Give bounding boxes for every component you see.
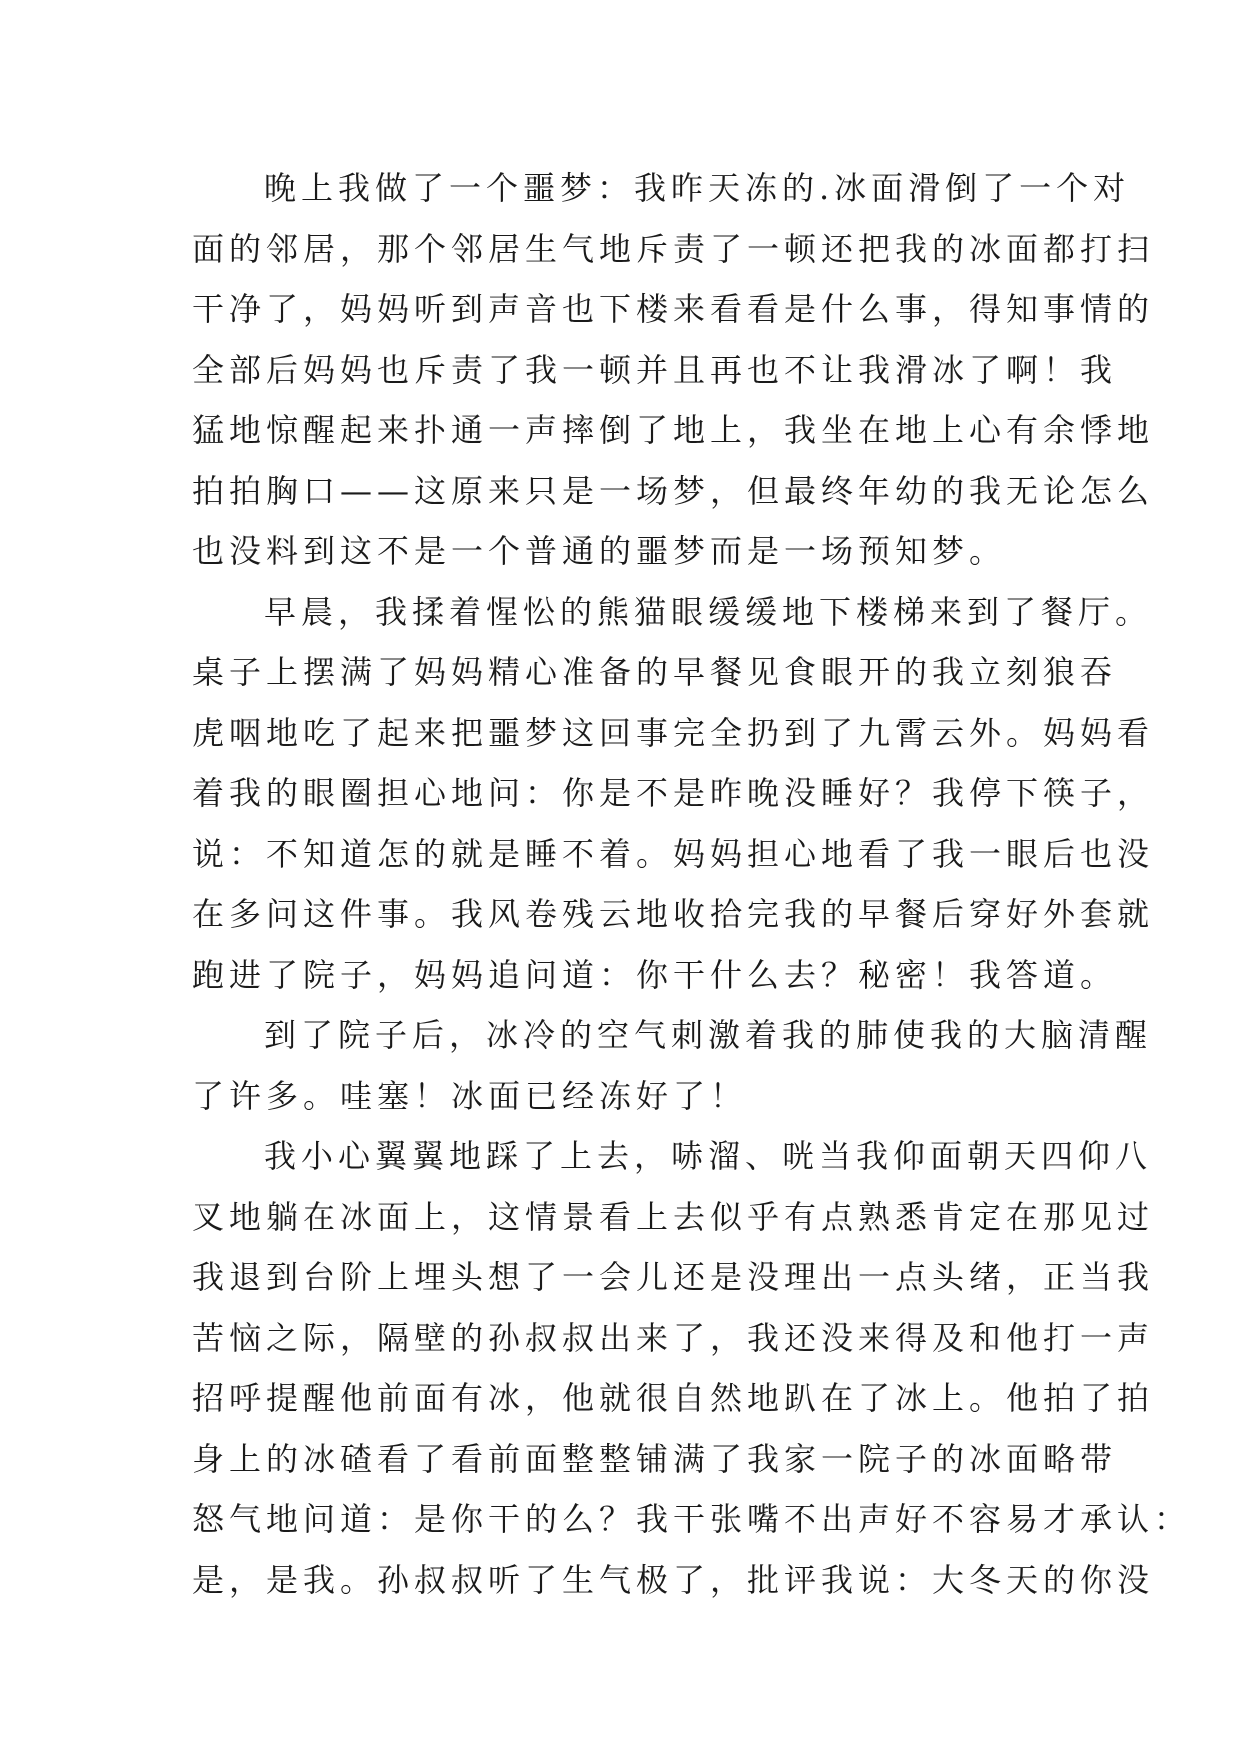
text-line: 是，是我。孙叔叔听了生气极了，批评我说：大冬天的你没 <box>192 1560 1155 1599</box>
text-line: 面的邻居，那个邻居生气地斥责了一顿还把我的冰面都打扫 <box>192 229 1155 268</box>
text-line: 猛地惊醒起来扑通一声摔倒了地上，我坐在地上心有余悸地 <box>192 411 1155 449</box>
text-line: 跑进了院子，妈妈追问道：你干什么去？秘密！我答道。 <box>192 955 1118 994</box>
document-body <box>192 158 1192 1610</box>
paragraph-3 <box>192 1005 1153 1126</box>
text-line: 虎咽地吃了起来把噩梦这回事完全扔到了九霄云外。妈妈看 <box>192 713 1155 752</box>
text-line: 干净了，妈妈听到声音也下楼来看看是什么事，得知事情的 <box>192 290 1155 328</box>
text-line: 身上的冰碴看了看前面整整铺满了我家一院子的冰面略带 <box>192 1439 1118 1478</box>
text-line: 也没料到这不是一个普通的噩梦而是一场预知梦。 <box>192 532 1007 570</box>
text-line: 叉地躺在冰面上，这情景看上去似乎有点熟悉肯定在那见过 <box>192 1197 1155 1236</box>
text-line: 我小心翼翼地踩了上去，哧溜、咣当我仰面朝天四仰八 <box>264 1137 1153 1175</box>
text-line: 早晨，我揉着惺忪的熊猫眼缓缓地下楼梯来到了餐厅。 <box>264 592 1153 631</box>
text-line: 了许多。哇塞！冰面已经冻好了！ <box>192 1076 748 1115</box>
text-line: 桌子上摆满了妈妈精心准备的早餐见食眼开的我立刻狼吞 <box>192 653 1118 691</box>
paragraph-4 <box>192 1126 1192 1610</box>
text-line: 拍拍胸口——这原来只是一场梦，但最终年幼的我无论怎么 <box>192 471 1155 510</box>
text-line: 招呼提醒他前面有冰，他就很自然地趴在了冰上。他拍了拍 <box>192 1379 1155 1417</box>
text-line: 到了院子后，冰冷的空气刺激着我的肺使我的大脑清醒 <box>264 1016 1153 1054</box>
text-line: 怒气地问道：是你干的么？我干张嘴不出声好不容易才承认： <box>192 1500 1192 1538</box>
text-line: 苦恼之际，隔壁的孙叔叔出来了，我还没来得及和他打一声 <box>192 1318 1155 1357</box>
text-line: 在多问这件事。我风卷残云地收拾完我的早餐后穿好外套就 <box>192 895 1155 933</box>
paragraph-2 <box>192 582 1155 1006</box>
text-line: 我退到台阶上埋头想了一会儿还是没理出一点头绪，正当我 <box>192 1258 1155 1296</box>
text-line: 说：不知道怎的就是睡不着。妈妈担心地看了我一眼后也没 <box>192 834 1155 873</box>
paragraph-1 <box>192 158 1155 582</box>
text-line: 着我的眼圈担心地问：你是不是昨晚没睡好？我停下筷子， <box>192 774 1155 812</box>
text-line: 晚上我做了一个噩梦：我昨天冻的.冰面滑倒了一个对 <box>264 169 1131 207</box>
text-line: 全部后妈妈也斥责了我一顿并且再也不让我滑冰了啊！我 <box>192 350 1118 389</box>
